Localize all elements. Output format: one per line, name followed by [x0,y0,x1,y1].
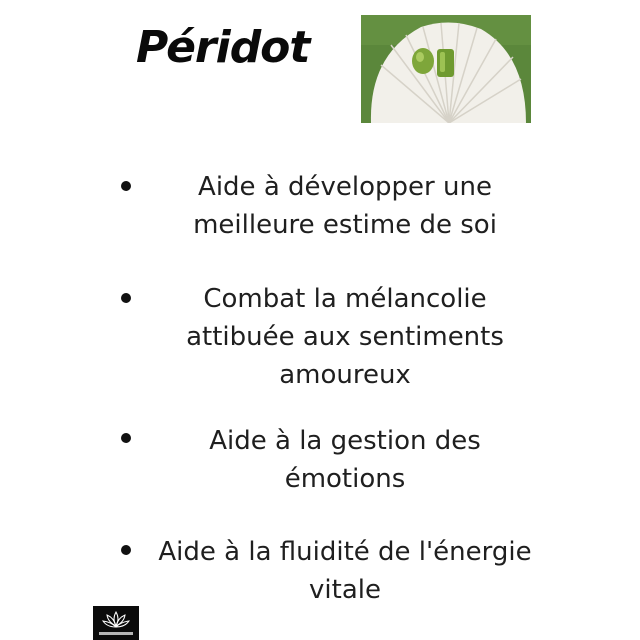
lotus-icon [93,606,139,640]
bullet-icon [121,433,131,443]
brand-logo [93,606,139,640]
list-item-text: Combat la mélancolie attibuée aux sentiments amoureux [186,284,504,390]
page-title: Péridot [136,22,310,73]
bullet-icon [121,545,131,555]
list-item-text: Aide à la gestion des émotions [209,426,481,494]
list-item-text: Aide à la fluidité de l'énergie vitale [158,537,532,605]
bullet-icon [121,293,131,303]
bullet-icon [121,181,131,191]
list-item-text: Aide à développer une meilleure estime de soi [193,172,497,240]
